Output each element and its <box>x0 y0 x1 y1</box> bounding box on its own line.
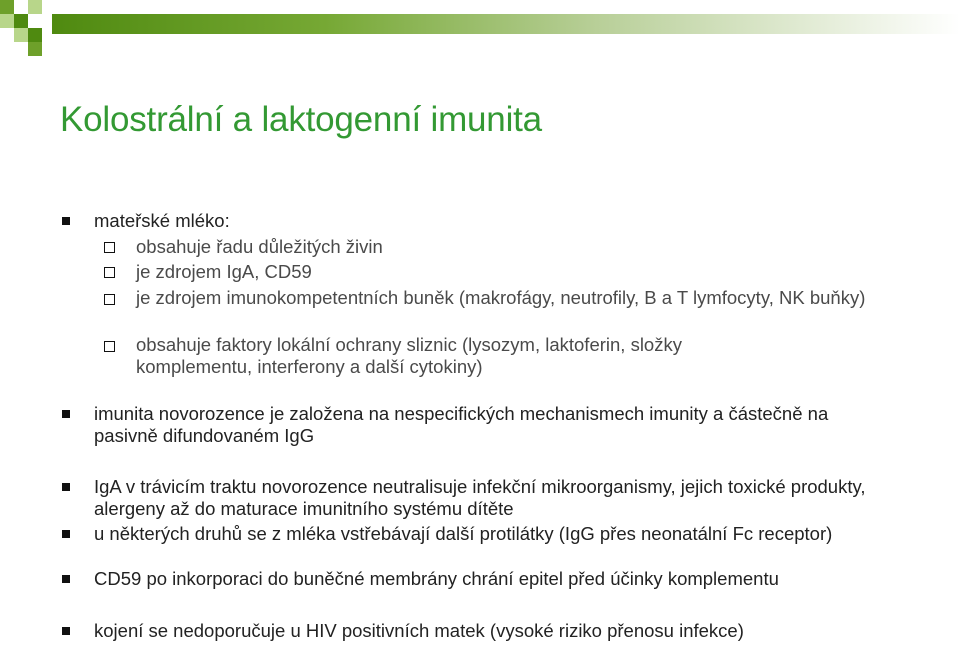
square-bullet-icon <box>62 483 70 491</box>
square-bullet-icon <box>62 575 70 583</box>
slide-title: Kolostrální a laktogenní imunita <box>60 100 542 139</box>
bullet-text: kojení se nedoporučuje u HIV positivních matek (vysoké riziko přenosu infekce) <box>94 620 744 641</box>
hollow-square-bullet-icon <box>104 341 115 352</box>
square-bullet-icon <box>62 530 70 538</box>
hollow-square-bullet-icon <box>104 267 115 278</box>
sub-bullet-text: je zdrojem imunokompetentních buněk (makrofágy, neutrofily, B a T lymfocyty, NK buňky) <box>136 287 866 308</box>
bullet-text: imunita novorozence je založena na nespecifických mechanismech imunity a částečně na pasivně difundovaném IgG <box>94 403 829 446</box>
hollow-square-bullet-icon <box>104 294 115 305</box>
square-bullet-icon <box>62 627 70 635</box>
hollow-square-bullet-icon <box>104 242 115 253</box>
bullet-text: u některých druhů se z mléka vstřebávají další protilátky (IgG přes neonatální Fc receptor) <box>94 523 833 544</box>
square-bullet-icon <box>62 217 70 225</box>
sub-bullet-text: obsahuje faktory lokální ochrany sliznic (lysozym, laktoferin, složky komplementu, interferony a další cytokiny) <box>136 334 682 377</box>
bullet-text: CD59 po inkorporaci do buněčné membrány chrání epitel před účinky komplementu <box>94 568 779 589</box>
sub-bullet-text: obsahuje řadu důležitých živin <box>136 236 383 257</box>
sub-bullet-text: je zdrojem IgA, CD59 <box>136 261 312 282</box>
bullet-text: mateřské mléko: <box>94 210 230 231</box>
square-bullet-icon <box>62 410 70 418</box>
bullet-text: IgA v trávicím traktu novorozence neutralisuje infekční mikroorganismy, jejich toxické produkty, alergeny až do maturace imunitního systému dítěte <box>94 476 866 519</box>
